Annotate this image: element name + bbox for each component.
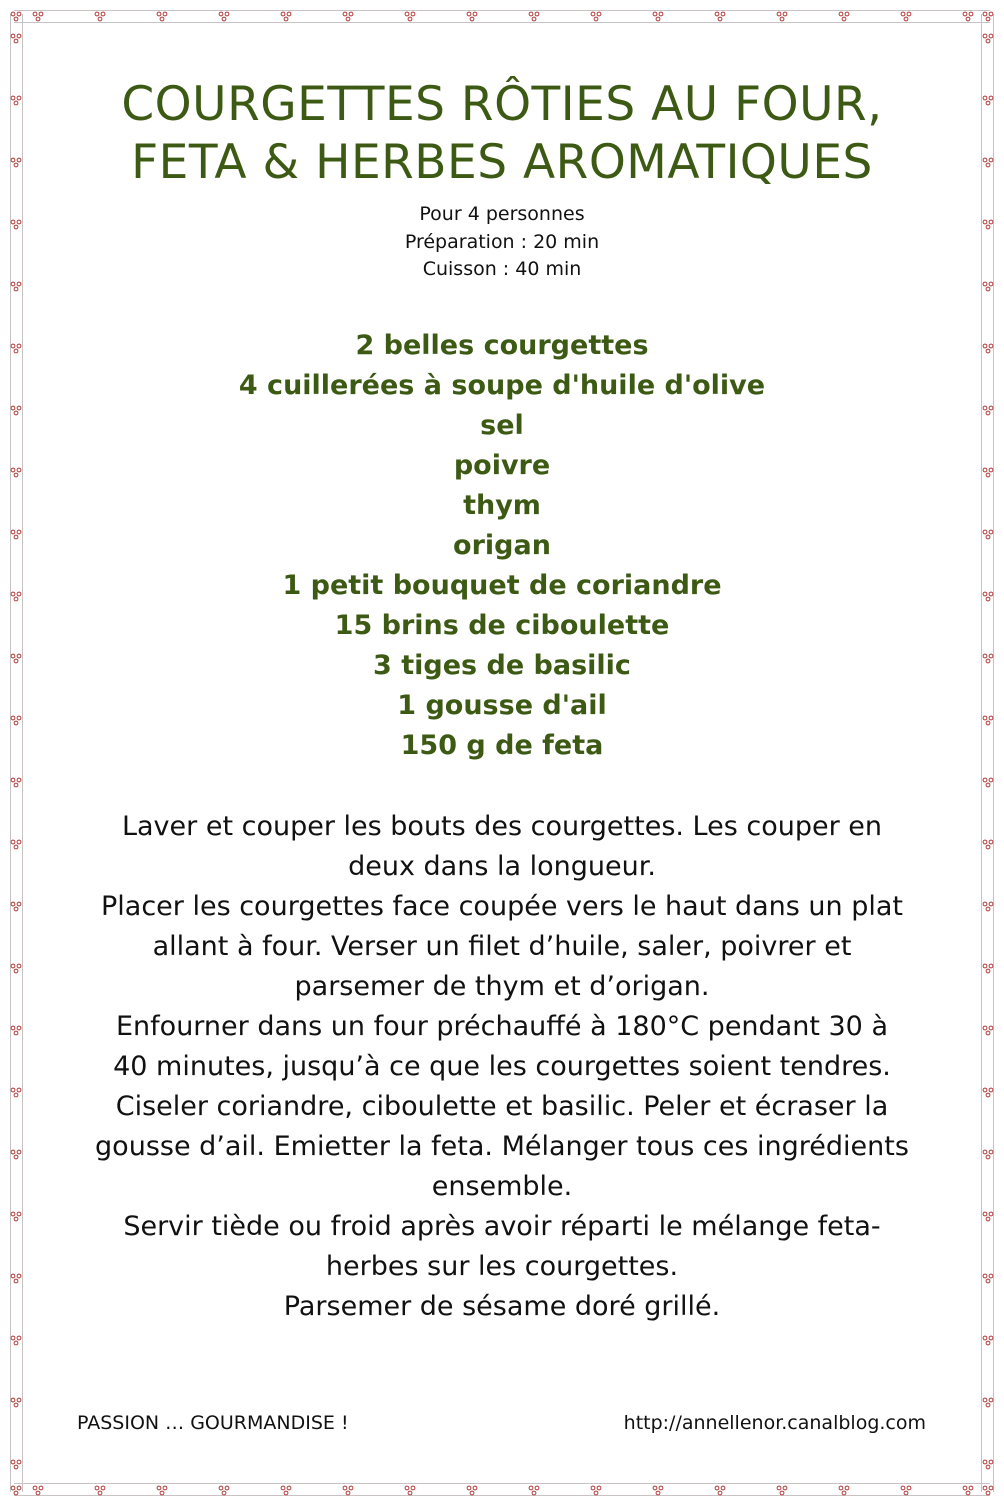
instruction-line: herbes sur les courgettes. — [325, 1251, 679, 1282]
berry-cluster-icon — [219, 12, 229, 21]
berry-cluster-icon — [983, 12, 993, 21]
berry-cluster-icon — [777, 1486, 787, 1495]
instruction-line: ensemble. — [431, 1171, 573, 1202]
ingredients-list — [0, 326, 1004, 766]
berry-cluster-icon — [157, 12, 167, 21]
berry-cluster-icon — [281, 1486, 291, 1495]
berry-cluster-icon — [963, 1486, 973, 1495]
recipe-title-line-2: FETA & HERBES AROMATIQUES — [131, 135, 873, 190]
berry-cluster-icon — [839, 1486, 849, 1495]
berry-cluster-icon — [405, 1486, 415, 1495]
berry-cluster-icon — [653, 1486, 663, 1495]
berry-cluster-icon — [963, 12, 973, 21]
berry-cluster-icon — [11, 34, 21, 43]
instructions — [64, 807, 940, 1327]
ingredient-item: 4 cuillerées à soupe d'huile d'olive — [238, 370, 766, 401]
berry-cluster-icon — [983, 964, 993, 973]
berry-cluster-icon — [983, 1336, 993, 1345]
berry-cluster-icon — [343, 1486, 353, 1495]
berry-cluster-icon — [983, 778, 993, 787]
ingredient-item: 1 gousse d'ail — [397, 690, 607, 721]
berry-cluster-icon — [11, 1460, 21, 1469]
instruction-line: Laver et couper les bouts des courgettes. Les couper en — [121, 811, 883, 842]
berry-cluster-icon — [653, 12, 663, 21]
ingredient-item: 150 g de feta — [400, 730, 604, 761]
berry-cluster-icon — [281, 12, 291, 21]
berry-cluster-icon — [11, 1398, 21, 1407]
berry-cluster-icon — [11, 778, 21, 787]
berry-cluster-icon — [11, 1336, 21, 1345]
berry-cluster-icon — [901, 12, 911, 21]
ingredient-item: 2 belles courgettes — [355, 330, 649, 361]
recipe-meta — [0, 201, 1004, 284]
berry-cluster-icon — [95, 1486, 105, 1495]
berry-cluster-icon — [901, 1486, 911, 1495]
instruction-line: Placer les courgettes face coupée vers le haut dans un plat — [100, 891, 904, 922]
berry-cluster-icon — [11, 1486, 21, 1495]
ingredient-item: sel — [480, 410, 524, 441]
berry-cluster-icon — [983, 902, 993, 911]
berry-cluster-icon — [591, 12, 601, 21]
ingredient-item: origan — [453, 530, 551, 561]
berry-cluster-icon — [11, 12, 21, 21]
footer-blog-name: PASSION … GOURMANDISE ! — [77, 1412, 349, 1434]
berry-cluster-icon — [983, 1026, 993, 1035]
instruction-line: allant à four. Verser un filet d’huile, saler, poivrer et — [152, 931, 852, 962]
servings-text: Pour 4 personnes — [419, 203, 585, 225]
berry-cluster-icon — [983, 1212, 993, 1221]
berry-cluster-icon — [591, 1486, 601, 1495]
berry-cluster-icon — [33, 12, 43, 21]
berry-cluster-icon — [95, 12, 105, 21]
berry-cluster-icon — [11, 902, 21, 911]
berry-cluster-icon — [467, 12, 477, 21]
berry-cluster-icon — [219, 1486, 229, 1495]
berry-cluster-icon — [983, 1088, 993, 1097]
berry-cluster-icon — [983, 1274, 993, 1283]
berry-cluster-icon — [983, 1150, 993, 1159]
berry-cluster-icon — [529, 1486, 539, 1495]
berry-cluster-icon — [715, 12, 725, 21]
berry-cluster-icon — [33, 1486, 43, 1495]
berry-cluster-icon — [11, 840, 21, 849]
berry-cluster-icon — [11, 1088, 21, 1097]
berry-cluster-icon — [11, 1150, 21, 1159]
ingredient-item: 15 brins de ciboulette — [334, 610, 670, 641]
berry-cluster-icon — [983, 1460, 993, 1469]
instruction-line: 40 minutes, jusqu’à ce que les courgettes soient tendres. — [113, 1051, 891, 1082]
berry-cluster-icon — [157, 1486, 167, 1495]
instruction-line: Ciseler coriandre, ciboulette et basilic. Peler et écraser la — [115, 1091, 889, 1122]
berry-cluster-icon — [983, 1486, 993, 1495]
instruction-line: Servir tiède ou froid après avoir réparti le mélange feta- — [123, 1211, 881, 1242]
berry-cluster-icon — [983, 1398, 993, 1407]
berry-cluster-icon — [11, 1274, 21, 1283]
instruction-line: deux dans la longueur. — [348, 851, 656, 882]
cooking-time-text: Cuisson : 40 min — [422, 258, 582, 280]
ingredient-item: 3 tiges de basilic — [373, 650, 631, 681]
berry-cluster-icon — [11, 1212, 21, 1221]
berry-cluster-icon — [467, 1486, 477, 1495]
berry-cluster-icon — [11, 1026, 21, 1035]
recipe-title — [0, 76, 1004, 192]
ingredient-item: 1 petit bouquet de coriandre — [282, 570, 722, 601]
berry-cluster-icon — [715, 1486, 725, 1495]
berry-cluster-icon — [405, 12, 415, 21]
ingredient-item: thym — [463, 490, 541, 521]
ingredient-item: poivre — [453, 450, 551, 481]
recipe-title-line-1: COURGETTES RÔTIES AU FOUR, — [121, 77, 883, 132]
footer-blog-url: http://annellenor.canalblog.com — [623, 1412, 926, 1434]
berry-cluster-icon — [11, 964, 21, 973]
berry-cluster-icon — [343, 12, 353, 21]
berry-cluster-icon — [839, 12, 849, 21]
berry-cluster-icon — [777, 12, 787, 21]
instruction-line: parsemer de thym et d’origan. — [294, 971, 710, 1002]
instruction-line: Parsemer de sésame doré grillé. — [283, 1291, 721, 1322]
instruction-line: gousse d’ail. Emietter la feta. Mélanger tous ces ingrédients — [95, 1131, 909, 1162]
preparation-time-text: Préparation : 20 min — [404, 230, 600, 253]
berry-cluster-icon — [983, 34, 993, 43]
berry-cluster-icon — [529, 12, 539, 21]
instruction-line: Enfourner dans un four préchauffé à 180°C pendant 30 à — [116, 1011, 888, 1042]
berry-cluster-icon — [983, 840, 993, 849]
